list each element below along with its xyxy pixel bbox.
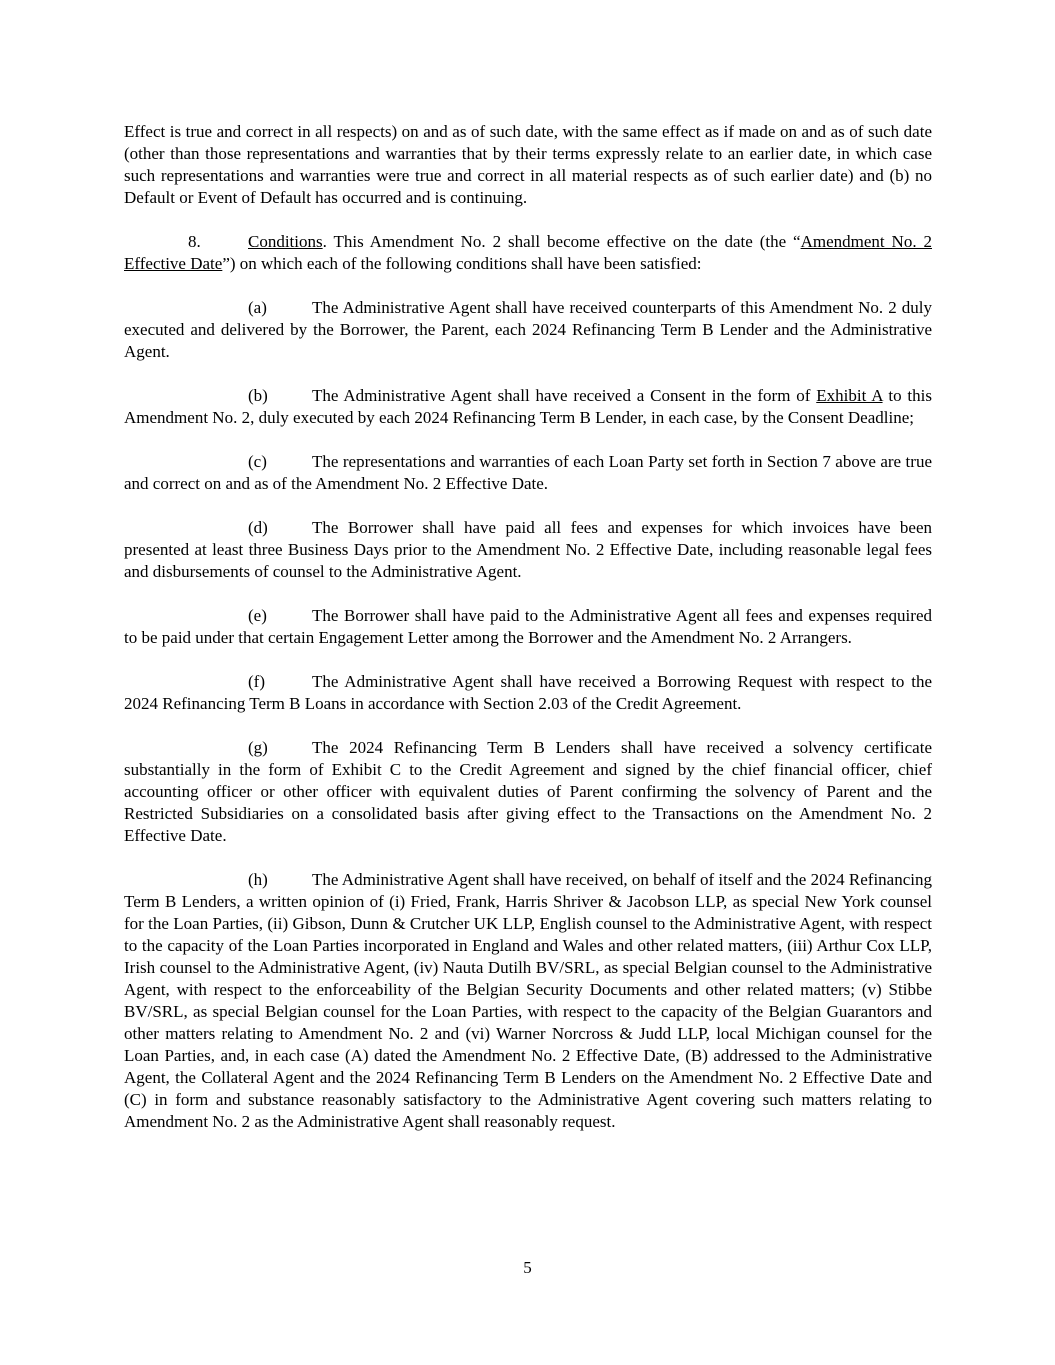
underlined-text-run: Amendment No. 2 Effective Date [124, 232, 932, 273]
text-run: . This Amendment No. 2 shall become effective on the date (the “ [322, 232, 801, 251]
text-run: The Borrower shall have paid all fees and expenses for which invoices have been presented at least three Business Days prior to the Amendment No. 2 Effective Date, including reasonable legal fees and disbursements of counsel to the Administrative Agent. [124, 518, 932, 581]
text-run: The representations and warranties of each Loan Party set forth in Section 7 above are true and correct on and as of the Amendment No. 2 Effective Date. [124, 452, 932, 493]
item-marker: (e) [248, 606, 267, 625]
paragraph-condition-f [124, 671, 932, 715]
paragraph-condition-d [124, 517, 932, 583]
text-run: The Administrative Agent shall have received, on behalf of itself and the 2024 Refinancing Term B Lenders, a written opinion of (i) Fried, Frank, Harris Shriver & Jacobson LLP, as special New York counsel for the Loan Parties, (ii) Gibson, Dunn & Crutcher UK LLP, English counsel to the Administrative Agent, with respect to the capacity of the Loan Parties incorporated in England and Wales and other related matters, (iii) Arthur Cox LLP, Irish counsel to the Administrative Agent, (iv) Nauta Dutilh BV/SRL, as special Belgian counsel to the Administrative Agent, with respect to the enforceability of the Belgian Security Documents and other related matters; (v) Stibbe BV/SRL, as special Belgian counsel for the Loan Parties, with respect to the capacity of the Belgian Guarantors and other matters relating to Amendment No. 2 and (vi) Warner Norcross & Judd LLP, local Michigan counsel for the Loan Parties, and, in each case (A) dated the Amendment No. 2 Effective Date, (B) addressed to the Administrative Agent, the Collateral Agent and the 2024 Refinancing Term B Lenders on the Amendment No. 2 Effective Date and (C) in form and substance reasonably satisfactory to the Administrative Agent covering such matters relating to Amendment No. 2 as the Administrative Agent shall reasonably request. [124, 870, 932, 1131]
text-run: The 2024 Refinancing Term B Lenders shall have received a solvency certificate substantially in the form of Exhibit C to the Credit Agreement and signed by the chief financial officer, chief accounting officer or other officer with equivalent duties of Parent confirming the solvency of Parent and the Restricted Subsidiaries on a consolidated basis after giving effect to the Transactions on the Amendment No. 2 Effective Date. [124, 738, 932, 845]
text-run: ”) on which each of the following conditions shall have been satisfied: [222, 254, 702, 273]
paragraph-condition-b [124, 385, 932, 429]
paragraph-condition-c [124, 451, 932, 495]
paragraph-condition-e [124, 605, 932, 649]
item-marker: (c) [248, 452, 267, 471]
text-run: to this Amendment No. 2, duly executed by each 2024 Refinancing Term B Lender, in each case, by the Consent Deadline; [124, 386, 932, 427]
underlined-text-run: Exhibit A [816, 386, 883, 405]
item-marker: 8. [188, 232, 201, 251]
text-run: Effect is true and correct in all respects) on and as of such date, with the same effect as if made on and as of such date (other than those representations and warranties that by their terms expressly relate to an earlier date, in which case such representations and warranties were true and correct in all material respects as of such earlier date) and (b) no Default or Event of Default has occurred and is continuing. [124, 122, 932, 207]
paragraph-continuation [124, 121, 932, 209]
item-marker: (h) [248, 870, 268, 889]
page-number: 5 [523, 1258, 532, 1277]
text-run: The Borrower shall have paid to the Administrative Agent all fees and expenses required to be paid under that certain Engagement Letter among the Borrower and the Amendment No. 2 Arrangers. [124, 606, 932, 647]
item-marker: (d) [248, 518, 268, 537]
paragraph-condition-g [124, 737, 932, 847]
text-run: The Administrative Agent shall have received counterparts of this Amendment No. 2 duly executed and delivered by the Borrower, the Parent, each 2024 Refinancing Term B Lender and the Administrative Agent. [124, 298, 932, 361]
item-marker: (a) [248, 298, 267, 317]
document-body [124, 121, 932, 1133]
paragraph-section-8-conditions [124, 231, 932, 275]
item-marker: (f) [248, 672, 265, 691]
paragraph-condition-h [124, 869, 932, 1133]
item-marker: (g) [248, 738, 268, 757]
text-run: The Administrative Agent shall have received a Consent in the form of [312, 386, 817, 405]
paragraph-condition-a [124, 297, 932, 363]
item-marker: (b) [248, 386, 268, 405]
text-run: The Administrative Agent shall have received a Borrowing Request with respect to the 2024 Refinancing Term B Loans in accordance with Section 2.03 of the Credit Agreement. [124, 672, 932, 713]
underlined-text-run: Conditions [248, 232, 323, 251]
